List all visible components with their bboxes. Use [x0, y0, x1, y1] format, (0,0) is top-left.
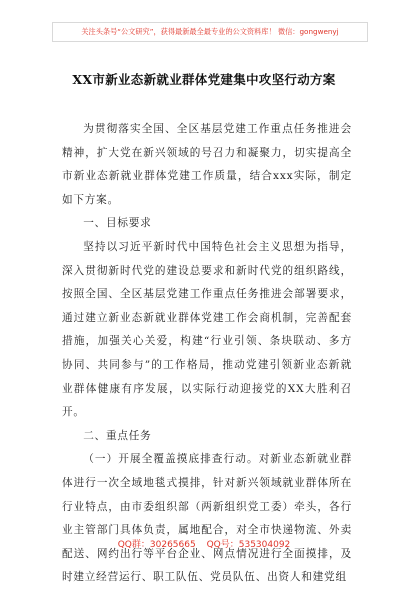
- qq-group-text: QQ群：30265665: [117, 540, 196, 550]
- footer-contact: [0, 537, 408, 550]
- intro-paragraph: 为贯彻落实全国、全区基层党建工作重点任务推进会精神，扩大党在新兴领域的号召力和凝聚力，切实提高全市新业态新就业群体党建工作质量，结合xxx实际，制定如下方案。: [62, 123, 352, 206]
- header-banner-text: 关注头条号“公文研究”，获得最新最全最专业的公文资料库！ 微信：gongwenyj: [81, 27, 339, 36]
- goals-paragraph: 坚持以习近平新时代中国特色社会主义思想为指导，深入贯彻新时代党的建设总要求和新时代党的组织路线，按照全国、全区基层党建工作重点任务推进会部署要求，通过建立新业态新就业群体党建工作会商机制，完善配套措施，加强关心关爱，构建“行业引领、条块联动、多方协同、共同参与”的工作格局，推动党建引领新业态新就业群体健康有序发展，以实际行动迎接党的XX大胜利召开。: [62, 240, 352, 419]
- document-title: XX市新业态新就业群体党建集中攻坚行动方案: [72, 72, 336, 87]
- key-tasks-paragraph: （一）开展全覆盖摸底排查行动。对新业态新就业群体进行一次全域地毯式摸排，针对新兴领域就业群体所在行业特点，由市委组织部（两新组织党工委）牵头，各行业主管部门具体负责，属地配合，对全市快递物流、外卖配送、网约出行等平台企业、网点情况进行全面摸排，及时建立经营运行、职工队伍、党员队伍、出资人和建党组: [62, 453, 352, 584]
- header-banner: [52, 22, 368, 42]
- section-heading-key-tasks: 二、重点任务: [83, 429, 152, 442]
- qq-number-text: QQ号：535304092: [206, 540, 291, 550]
- section-heading-goals: 一、目标要求: [83, 217, 152, 230]
- document-body: [62, 118, 352, 590]
